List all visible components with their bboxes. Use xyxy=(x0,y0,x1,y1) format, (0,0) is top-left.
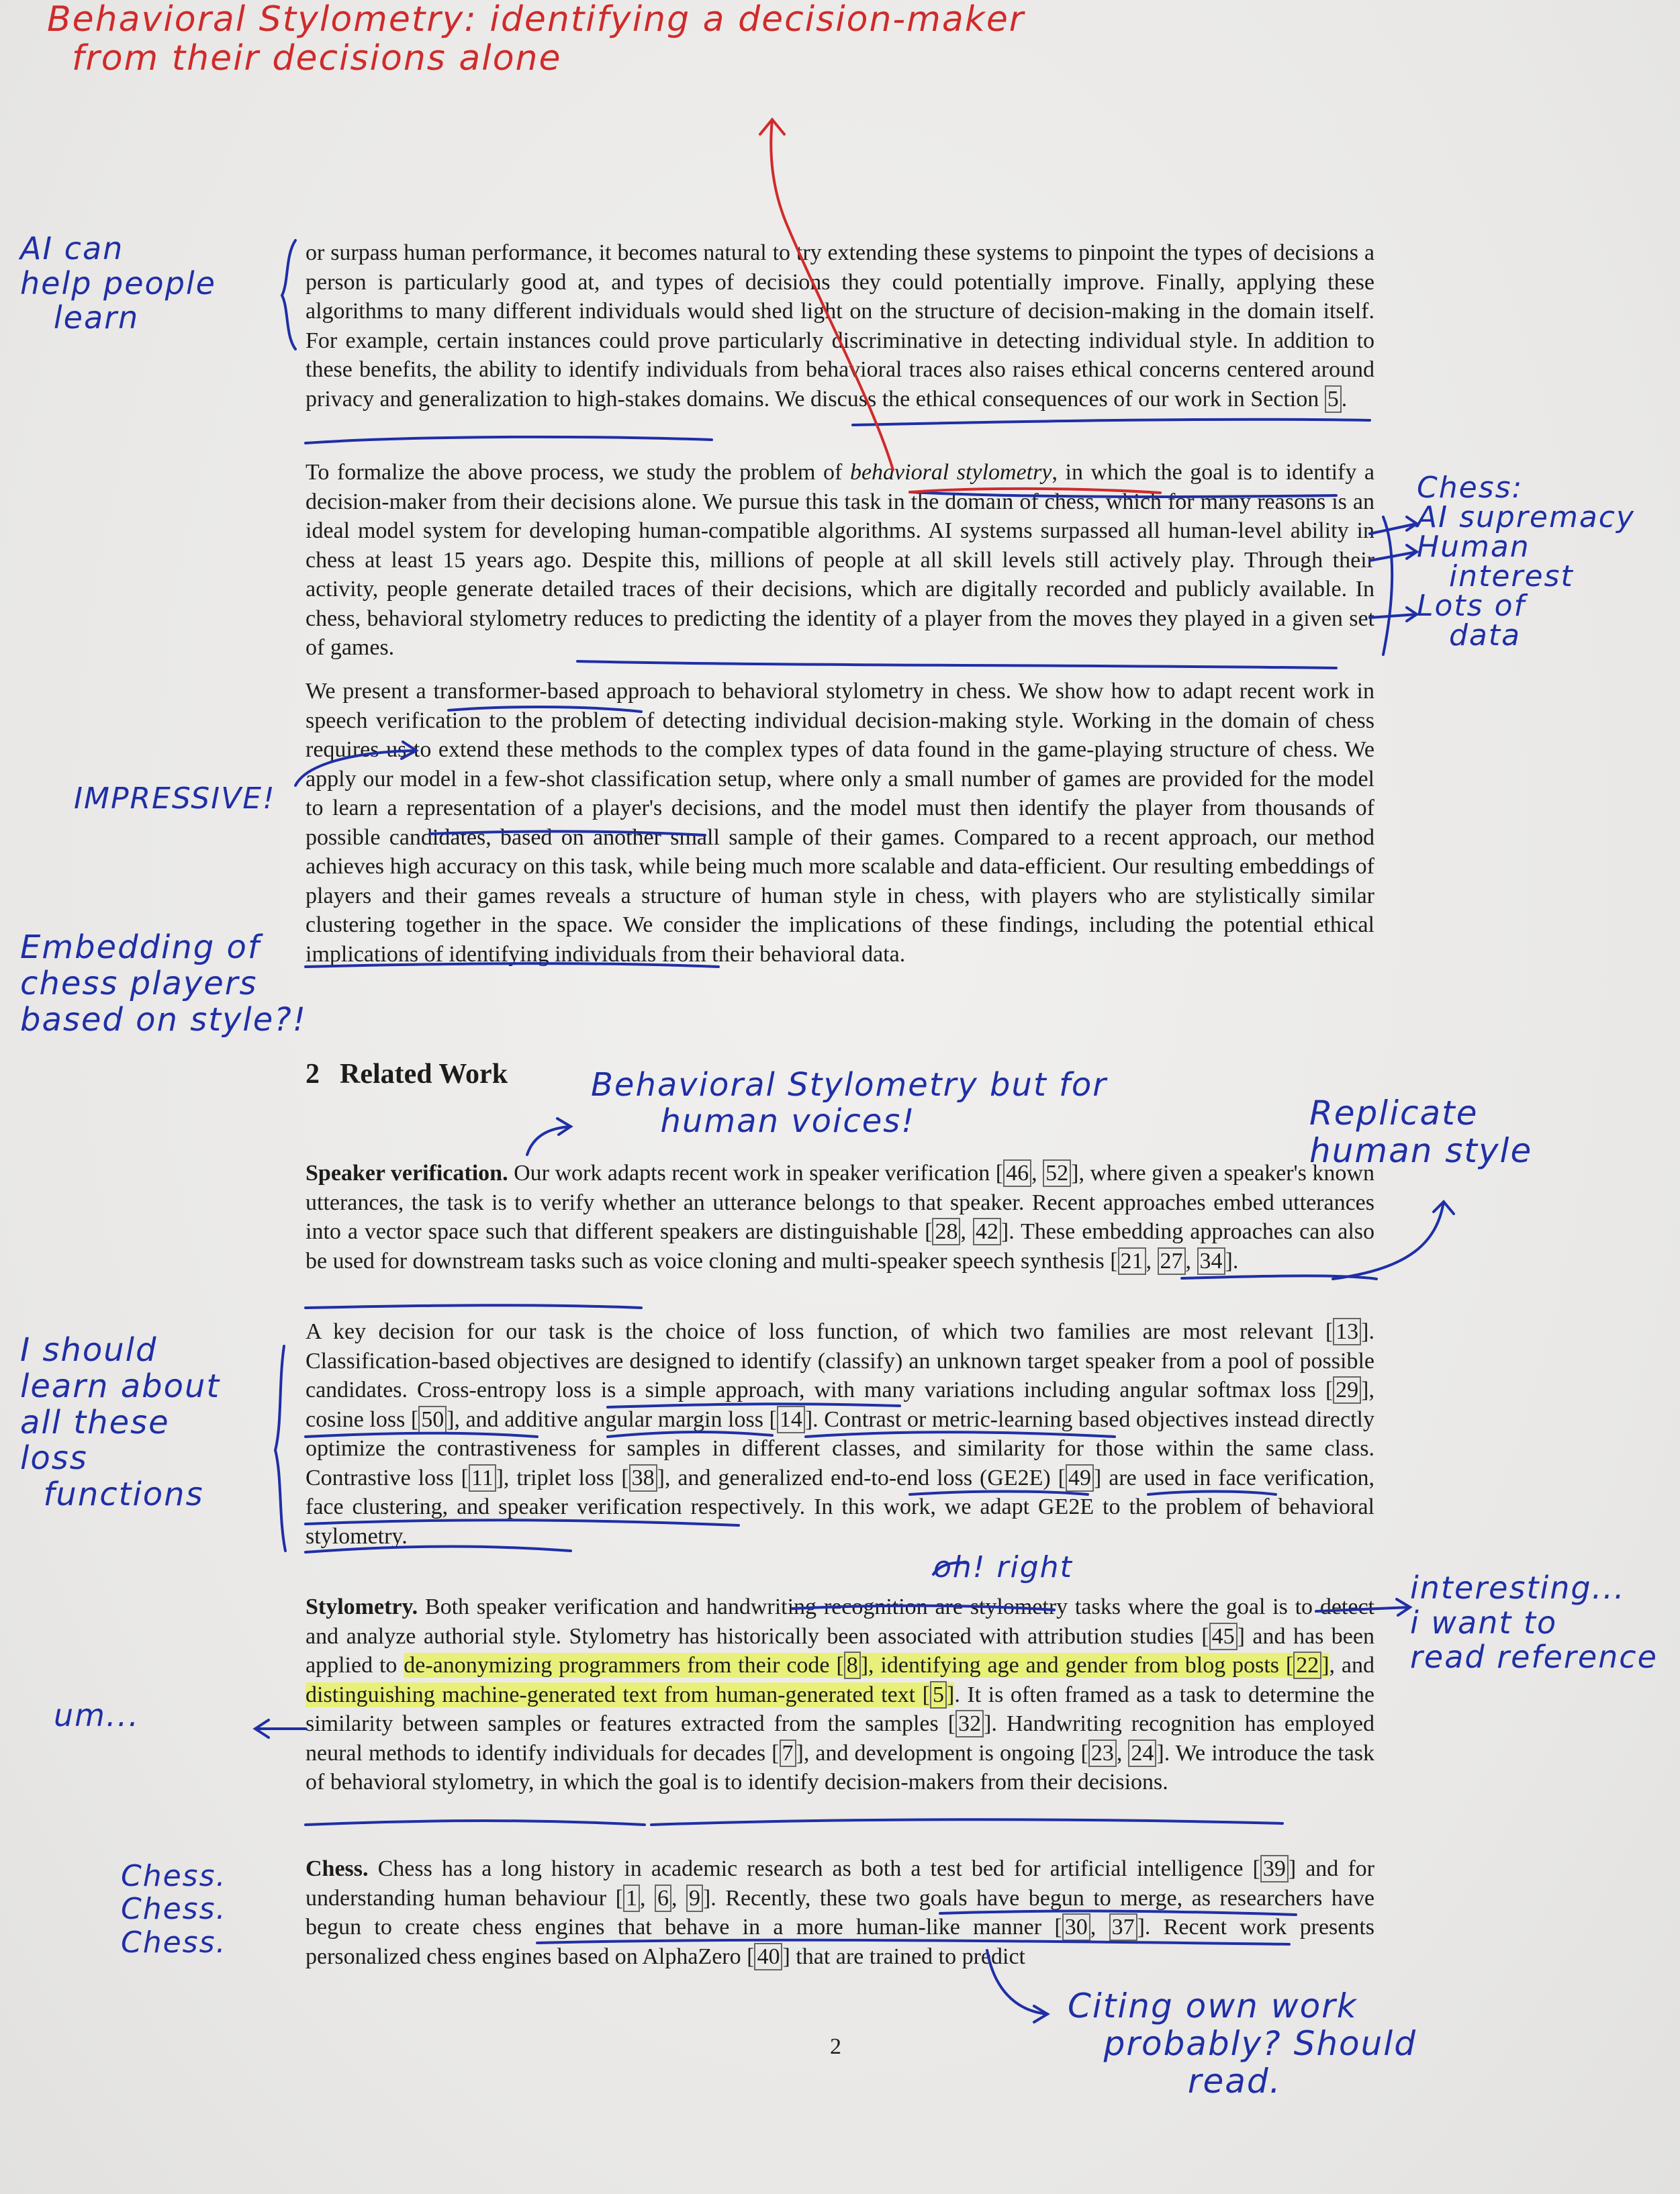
annotation-oh-right: oh! right xyxy=(933,1550,1073,1584)
citation-ref[interactable]: 21 xyxy=(1118,1247,1146,1275)
citation-ref[interactable]: 45 xyxy=(1209,1623,1238,1650)
paragraph-chess: Chess. Chess has a long history in academic research as both a test bed for artificial intelligence [ 39 ] and for understanding human behaviour [ 1 , 6 , 9 ]. Recently, these two goals have begun to merge, as researchers have begun to create chess engines that behave in a more human-like manner [ 30 , 37 ]. Recent work presents personalized chess engines based on AlphaZero [ 40 ] that are trained to predict xyxy=(306,1856,1375,1969)
paragraph-loss-functions: A key decision for our task is the choice of loss function, of which two families are most relevant [ 13 ]. Classification-based objectives are designed to identify (classify) an unknown target speaker from a pool of possible candidates. Cross-entropy loss is a simple approach, with many variations including angular softmax loss [ 29 ], cosine loss [ 50 ], and additive angular margin loss [ 14 ]. Contrast or metric-learning based objectives instead directly optimize the contrastiveness for samples in different classes, and similarity for those within the same class. Contrastive loss [ 11 ], triplet loss [ 38 ], and generalized end-to-end loss (GE2E) [ 49 ] are used in face verification, face clustering, and speaker verification respectively. In this work, we adapt GE2E to the problem of behavioral stylometry. xyxy=(306,1319,1374,1549)
citation-ref[interactable]: 6 xyxy=(655,1885,671,1912)
citation-ref[interactable]: 46 xyxy=(1003,1159,1031,1187)
paragraph-formalize: To formalize the above process, we study the problem of behavioral stylometry, in which the goal is to identify a decision-maker from their decisions alone. We pursue this task in the domain of chess, which for many reasons is an ideal model system for developing human-compatible algorithms. AI systems surpassed all human-level ability in chess at least 15 years ago. Despite this, millions of people at all skill levels still actively play. Through their activity, people generate detailed traces of their decisions, which are digitally recorded and publicly available. In chess, behavioral stylometry reduces to predicting the identity of a player from the moves they played in a given set of games. xyxy=(306,460,1375,660)
citation-ref[interactable]: 40 xyxy=(754,1943,782,1970)
annotation-interesting: interesting... i want to read reference xyxy=(1410,1570,1658,1676)
citation-ref[interactable]: 39 xyxy=(1260,1855,1289,1882)
term-behavioral-stylometry: behavioral stylometry xyxy=(849,460,1052,485)
paragraph-speaker-verification: Speaker verification. Our work adapts recent work in speaker verification [ 46 , 52 ], where given a speaker's known utterances, the task is to verify whether an utterance belongs to that speaker. Recent approaches embed utterances into a vector space such that different speakers are distinguishable [ 28 , 42 ]. These embedding approaches can also be used for downstream tasks such as voice cloning and multi-speaker speech synthesis [ 21 , 27 , 34 ]. xyxy=(306,1161,1374,1274)
annotation-embedding: Embedding of chess players based on style?! xyxy=(20,928,308,1039)
highlight-deanonymizing: de-anonymizing programmers from their code [ 8 ], identifying age and gender from blog posts [ 22 ] xyxy=(404,1653,1329,1678)
citation-ref[interactable]: 32 xyxy=(955,1710,984,1737)
citation-ref[interactable]: 49 xyxy=(1066,1464,1094,1492)
citation-ref[interactable]: 24 xyxy=(1128,1739,1156,1767)
citation-ref[interactable]: 1 xyxy=(623,1885,640,1912)
citation-ref[interactable]: 5 xyxy=(1325,385,1342,413)
annotation-impressive: IMPRESSIVE! xyxy=(74,781,276,816)
citation-ref[interactable]: 50 xyxy=(418,1406,447,1433)
citation-ref[interactable]: 5 xyxy=(930,1681,947,1709)
citation-ref[interactable]: 14 xyxy=(777,1406,805,1433)
citation-ref[interactable]: 8 xyxy=(844,1652,861,1679)
annotation-citing: Citing own work probably? Should read. xyxy=(1068,1987,1417,2101)
citation-ref[interactable]: 52 xyxy=(1043,1159,1071,1187)
citation-ref[interactable]: 9 xyxy=(686,1885,703,1912)
annotation-learn-loss: I should learn about all these loss functions xyxy=(20,1331,221,1513)
citation-ref[interactable]: 38 xyxy=(629,1464,657,1492)
paragraph-intro-end: or surpass human performance, it becomes natural to try extending these systems to pinpoint the types of decisions a person is particularly good at, and types of decisions they could potentially improve. Finally, applying these algorithms to many different individuals would shed light on the structure of decision-making in the domain itself. For example, certain instances could prove particularly discriminative in detecting individual style. In addition to these benefits, the ability to identify individuals from behavioral traces also raises ethical concerns centered around privacy and generalization to high-stakes domains. We discuss the ethical consequences of our work in Section 5 . xyxy=(306,240,1374,412)
citation-ref[interactable]: 23 xyxy=(1088,1739,1117,1767)
page-number: 2 xyxy=(830,2034,841,2059)
citation-ref[interactable]: 11 xyxy=(469,1464,496,1492)
annotation-chess-list: Chess: AI supremacy Human interest Lots of data xyxy=(1417,471,1636,653)
citation-ref[interactable]: 29 xyxy=(1333,1376,1361,1404)
citation-ref[interactable]: 30 xyxy=(1062,1913,1090,1941)
annotation-behavioral-voices: Behavioral Stylometry but for human voices! xyxy=(591,1066,1108,1140)
citation-ref[interactable]: 27 xyxy=(1158,1247,1186,1275)
citation-ref[interactable]: 37 xyxy=(1109,1913,1137,1941)
paragraph-stylometry: Stylometry. Both speaker verification and handwriting recognition are stylometry tasks where the goal is to detect and analyze authorial style. Stylometry has historically been associated with attribution studies [ 45 ] and has been applied to de-anonymizing programmers from their code [ 8 ], identifying age and gender from blog posts [ 22 ], and distinguishing machine-generated text from human-generated text [ 5 ]. It is often framed as a task to determine the similarity between samples or features extracted from the samples [ 32 ]. Handwriting recognition has employed neural methods to identify individuals for decades [ 7 ], and development is ongoing [ 23 , 24 ]. We introduce the task of behavioral stylometry, in which the goal is to identify decision-makers from their decisions. xyxy=(306,1594,1375,1795)
citation-ref[interactable]: 13 xyxy=(1333,1318,1361,1345)
annotation-ai-can-help: AI can help people learn xyxy=(20,230,216,336)
annotation-title: Behavioral Stylometry: identifying a decision-maker from their decisions alone xyxy=(47,0,1025,79)
citation-ref[interactable]: 42 xyxy=(973,1218,1001,1245)
citation-ref[interactable]: 34 xyxy=(1197,1247,1225,1275)
citation-ref[interactable]: 7 xyxy=(780,1739,796,1767)
citation-ref[interactable]: 22 xyxy=(1293,1652,1321,1679)
annotation-um: um... xyxy=(54,1697,140,1733)
highlight-machine-text: distinguishing machine-generated text from human-generated text [ 5 ] xyxy=(306,1682,955,1707)
annotation-chess-chess: Chess. Chess. Chess. xyxy=(121,1859,227,1960)
annotation-replicate: Replicate human style xyxy=(1309,1094,1533,1170)
citation-ref[interactable]: 28 xyxy=(932,1218,960,1245)
section-heading: 2 Related Work xyxy=(306,1059,508,1090)
paragraph-contribution: We present a transformer-based approach to behavioral stylometry in chess. We show how to adapt recent work in speech verification to the problem of detecting individual decision-making style. Working in the domain of chess requires us to extend these methods to the complex types of data found in the game-playing structure of chess. We apply our model in a few-shot classification setup, where only a small number of games are provided for the model to learn a representation of a player's decisions, and the model must then identify the player from thousands of possible candidates, based on another small sample of their games. Compared to a recent approach, our method achieves high accuracy on this task, while being much more scalable and data-efficient. Our resulting embeddings of players and their games reveals a structure of human style in chess, with players who are stylistically similar clustering together in the space. We consider the implications of these findings, including the potential ethical implications of identifying individuals from their behavioral data. xyxy=(306,679,1374,967)
